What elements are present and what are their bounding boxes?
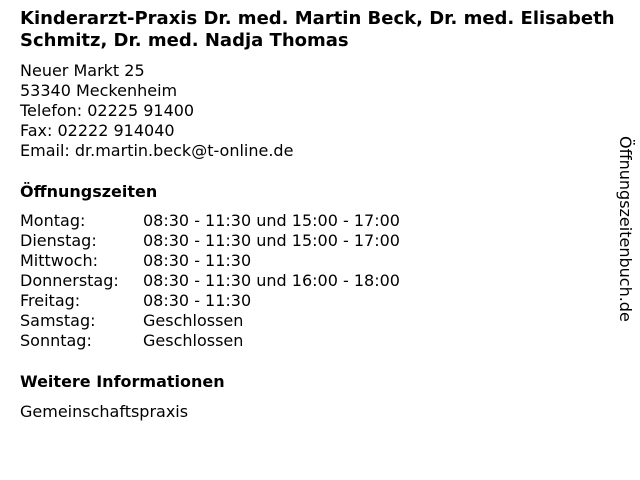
more-info-text: Gemeinschaftspraxis — [20, 402, 189, 421]
site-brand-watermark: Öffnungszeitenbuch.de — [616, 136, 635, 322]
hours-row-monday — [20, 211, 620, 231]
hours-day: Sonntag: — [20, 331, 92, 350]
address-street: Neuer Markt 25 — [20, 61, 145, 80]
hours-row-saturday — [20, 311, 620, 331]
fax-number: Fax: 02222 914040 — [20, 121, 175, 140]
hours-day: Freitag: — [20, 291, 81, 310]
hours-time: 08:30 - 11:30 — [143, 251, 252, 270]
hours-day: Montag: — [20, 211, 86, 230]
practice-card — [20, 8, 620, 422]
hours-time: 08:30 - 11:30 — [143, 291, 252, 310]
hours-day: Donnerstag: — [20, 271, 119, 290]
hours-time: 08:30 - 11:30 und 15:00 - 17:00 — [143, 231, 400, 250]
hours-day: Dienstag: — [20, 231, 97, 250]
hours-row-friday — [20, 291, 620, 311]
address-block — [20, 61, 620, 161]
address-city: 53340 Meckenheim — [20, 81, 178, 100]
opening-hours-table — [20, 211, 620, 351]
hours-time: Geschlossen — [143, 331, 244, 350]
hours-day: Mittwoch: — [20, 251, 98, 270]
more-info-heading: Weitere Informationen — [20, 372, 225, 391]
email-address: Email: dr.martin.beck@t-online.de — [20, 141, 294, 160]
hours-row-thursday — [20, 271, 620, 291]
hours-row-sunday — [20, 331, 620, 351]
hours-time: 08:30 - 11:30 und 15:00 - 17:00 — [143, 211, 400, 230]
hours-row-tuesday — [20, 231, 620, 251]
phone-number: Telefon: 02225 91400 — [20, 101, 195, 120]
hours-row-wednesday — [20, 251, 620, 271]
practice-title: Kinderarzt-Praxis Dr. med. Martin Beck, Dr. med. Elisabeth Schmitz, Dr. med. Nadja Thomas — [20, 8, 615, 51]
hours-day: Samstag: — [20, 311, 96, 330]
opening-hours-heading: Öffnungszeiten — [20, 182, 158, 201]
hours-time: 08:30 - 11:30 und 16:00 - 18:00 — [143, 271, 400, 290]
hours-time: Geschlossen — [143, 311, 244, 330]
